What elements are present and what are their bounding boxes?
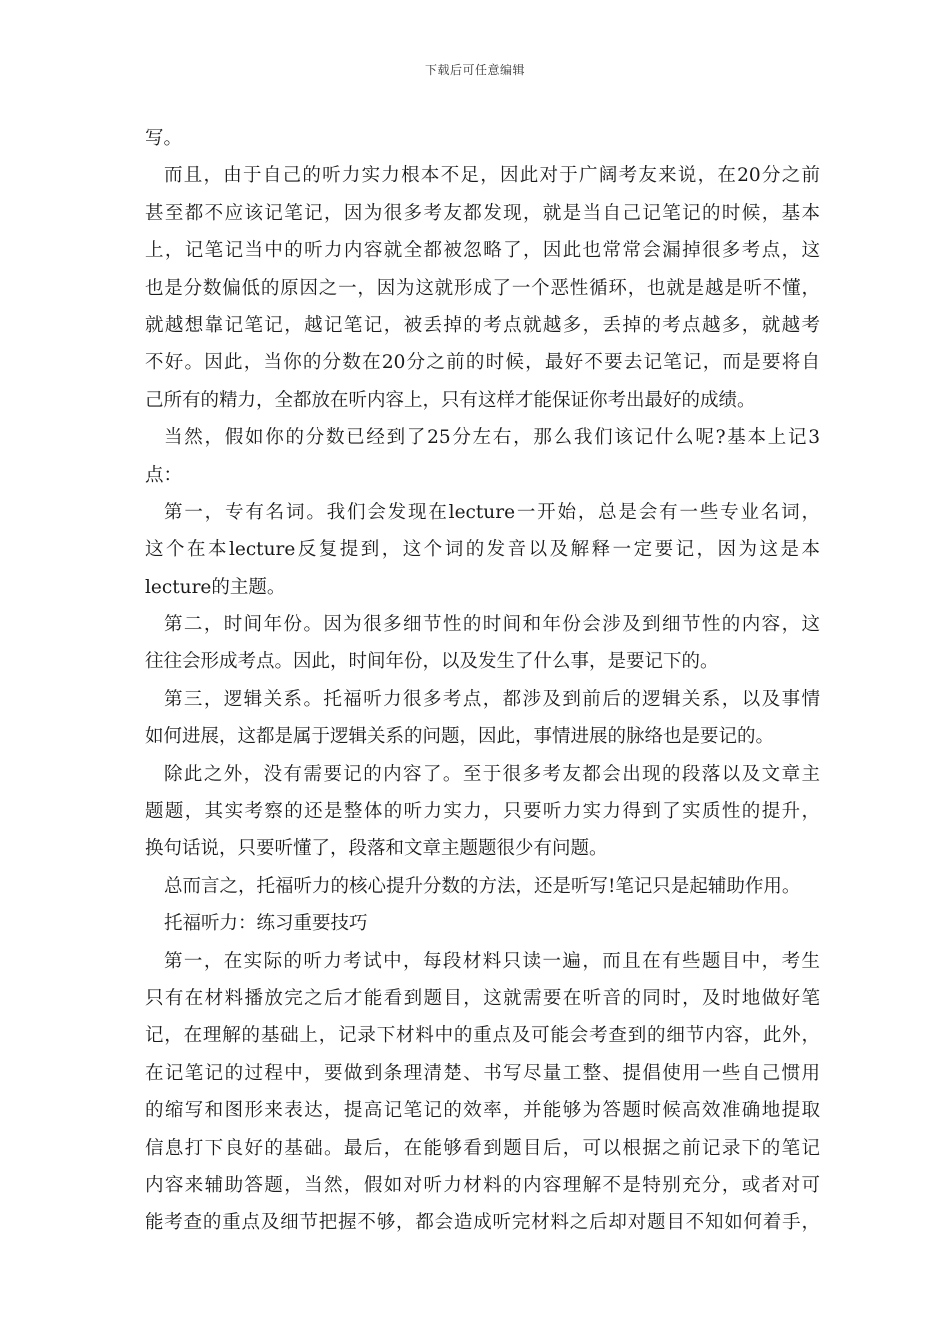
text-line: 甚至都不应该记笔记，因为很多考友都发现，就是当自己记笔记的时候，基本	[145, 202, 820, 224]
text-line: 总而言之，托福听力的核心提升分数的方法，还是听写!笔记只是起辅助作用。	[164, 875, 801, 897]
text-line: 题题，其实考察的还是整体的听力实力，只要听力实力得到了实质性的提升，	[145, 801, 820, 823]
text-line: 换句话说，只要听懂了，段落和文章主题题很少有问题。	[145, 838, 608, 860]
text-line: 上，记笔记当中的听力内容就全都被忽略了，因此也常常会漏掉很多考点，这	[145, 240, 820, 262]
text-line: 的缩写和图形来表达，提高记笔记的效率，并能够为答题时候高效准确地提取	[145, 1100, 820, 1122]
text-line: 信息打下良好的基础。最后，在能够看到题目后，可以根据之前记录下的笔记	[145, 1137, 820, 1159]
text-line: 除此之外，没有需要记的内容了。至于很多考友都会出现的段落以及文章主	[164, 763, 820, 785]
document-body	[145, 120, 820, 1242]
text-line: 当然，假如你的分数已经到了25分左右，那么我们该记什么呢?基本上记3	[164, 427, 820, 449]
text-line: 第三，逻辑关系。托福听力很多考点，都涉及到前后的逻辑关系，以及事情	[164, 688, 820, 710]
text-line: 在记笔记的过程中，要做到条理清楚、书写尽量工整、提倡使用一些自己惯用	[145, 1062, 820, 1084]
text-line: 托福听力：练习重要技巧	[164, 913, 368, 935]
text-line: 如何进展，这都是属于逻辑关系的问题，因此，事情进展的脉络也是要记的。	[145, 726, 775, 748]
text-line: 点：	[145, 464, 183, 486]
text-line: 而且，由于自己的听力实力根本不足，因此对于广阔考友来说，在20分之前	[164, 165, 820, 187]
text-line: 这个在本lecture反复提到，这个词的发音以及解释一定要记，因为这是本	[145, 539, 820, 561]
text-line: 第一，专有名词。我们会发现在lecture一开始，总是会有一些专业名词，	[164, 501, 820, 523]
text-line: 不好。因此，当你的分数在20分之前的时候，最好不要去记笔记，而是要将自	[145, 352, 820, 374]
text-line: 往往会形成考点。因此，时间年份，以及发生了什么事，是要记下的。	[145, 651, 719, 673]
text-line: 内容来辅助答题，当然，假如对听力材料的内容理解不是特别充分，或者对可	[145, 1174, 820, 1196]
text-line: 第二，时间年份。因为很多细节性的时间和年份会涉及到细节性的内容，这	[164, 614, 820, 636]
text-line: 也是分数偏低的原因之一，因为这就形成了一个恶性循环，也就是越是听不懂，	[145, 277, 820, 299]
text-line: 只有在材料播放完之后才能看到题目，这就需要在听音的同时，及时地做好笔	[145, 987, 820, 1009]
text-line: 记，在理解的基础上，记录下材料中的重点及可能会考查到的细节内容，此外，	[145, 1025, 820, 1047]
text-line: 就越想靠记笔记，越记笔记，被丢掉的考点就越多，丢掉的考点越多，就越考	[145, 314, 820, 336]
text-line: 第一，在实际的听力考试中，每段材料只读一遍，而且在有些题目中，考生	[164, 950, 820, 972]
text-line: 写。	[145, 128, 183, 149]
text-line: 能考查的重点及细节把握不够，都会造成听完材料之后却对题目不知如何着手，	[145, 1212, 820, 1234]
page-header: 下载后可任意编辑	[424, 63, 525, 77]
text-line: 己所有的精力，全都放在听内容上，只有这样才能保证你考出最好的成绩。	[145, 389, 756, 411]
text-line: lecture的主题。	[145, 576, 286, 598]
